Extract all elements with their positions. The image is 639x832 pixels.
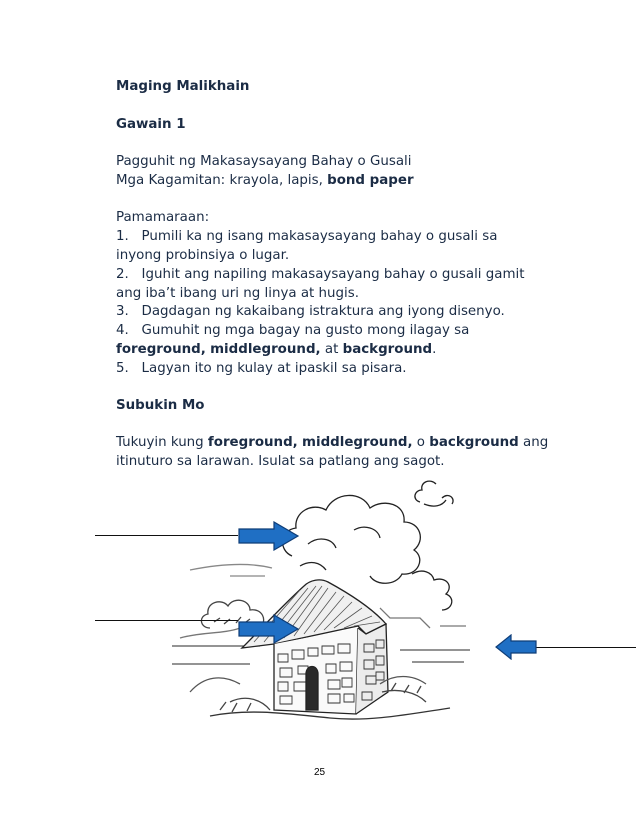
materials-bold: bond paper (327, 173, 414, 188)
answer-blank-1[interactable] (95, 535, 238, 536)
instruction-line-1 (116, 434, 596, 453)
instruction-line-2: itinuturo sa larawan. Isulat sa patlang ang sagot. (116, 454, 445, 469)
term-middleground: middleground, (210, 342, 321, 357)
right-arrow-icon (238, 521, 300, 551)
task-title: Pagguhit ng Makasaysayang Bahay o Gusali (116, 154, 412, 169)
step-1-line-1: 1. Pumili ka ng isang makasaysayang bahay o gusali sa (116, 229, 498, 244)
materials-text: Mga Kagamitan: krayola, lapis, (116, 173, 328, 188)
step-4-line-1: 4. Gumuhit ng mga bagay na gusto mong ilagay sa (116, 323, 470, 338)
house-illustration (150, 478, 495, 728)
materials-line (116, 172, 596, 191)
answer-blank-2[interactable] (95, 620, 238, 621)
step-4-line-2 (116, 341, 596, 360)
answer-blank-3[interactable] (535, 647, 636, 648)
word-o: o (412, 435, 430, 450)
term-background: background (342, 342, 433, 357)
term-foreground: foreground, (116, 342, 206, 357)
step-2-line-1: 2. Iguhit ang napiling makasaysayang bahay o gusali gamit (116, 267, 525, 282)
activity-title: Gawain 1 (116, 117, 186, 132)
section-2-title: Subukin Mo (116, 398, 205, 413)
section-title: Maging Malikhain (116, 79, 250, 94)
word-at: at (320, 342, 343, 357)
instruction-text: Tukuyin kung (116, 435, 208, 450)
right-arrow-icon (238, 614, 300, 644)
period: . (432, 342, 437, 357)
term-foreground: foreground, (207, 435, 298, 450)
step-3: 3. Dagdagan ng kakaibang istraktura ang iyong disenyo. (116, 304, 505, 319)
procedure-label: Pamamaraan: (116, 210, 210, 225)
step-1-line-2: inyong probinsiya o lugar. (116, 248, 290, 263)
left-arrow-icon (495, 634, 537, 660)
word-ang: ang (518, 435, 549, 450)
term-middleground: middleground, (302, 435, 413, 450)
term-background: background (429, 435, 519, 450)
step-2-line-2: ang iba’t ibang uri ng linya at hugis. (116, 286, 359, 301)
page-number: 25 (313, 767, 326, 778)
step-5: 5. Lagyan ito ng kulay at ipaskil sa pisara. (116, 361, 407, 376)
